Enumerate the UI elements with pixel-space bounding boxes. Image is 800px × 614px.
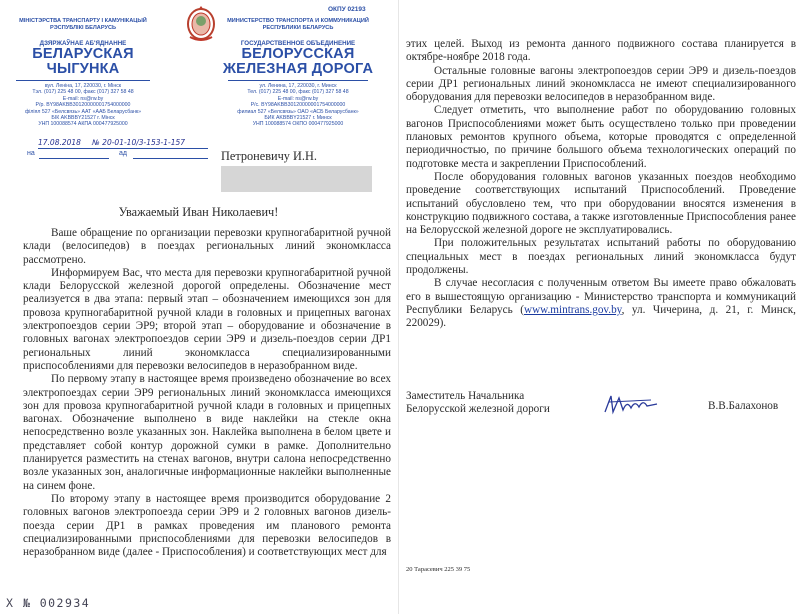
org-name-ru-2: ЖЕЛЕЗНАЯ ДОРОГА xyxy=(222,61,374,77)
addr-line: УНП 100088574 АКПА 000477925000 xyxy=(38,121,128,128)
header-left-block xyxy=(8,18,158,128)
paragraph: Ваше обращение по организации перевозки крупногабаритной ручной клади (велосипедов) в поездах региональных линий экономкласса рассмотрено. xyxy=(23,227,391,266)
ref-date: 17.08.2018 xyxy=(38,138,81,147)
ministry-name-by: МІНІСТЭРСТВА ТРАНСПАРТУ І КАМУНІКАЦЫЙ РЭСПУБЛІКІ БЕЛАРУСЬ xyxy=(19,18,147,31)
addr-line: филиал 527 «Белсвязь» ОАО «АСБ Беларусбанк» xyxy=(237,108,359,115)
ministry-name-ru: МИНИСТЕРСТВО ТРАНСПОРТА И КОММУНИКАЦИЙ РЕСПУБЛИКИ БЕЛАРУСЬ xyxy=(227,18,369,31)
signoff-block xyxy=(406,390,796,430)
left-body xyxy=(23,227,391,559)
org-name-by-1: БЕЛАРУСКАЯ xyxy=(32,46,134,62)
paragraph: этих целей. Выход из ремонта данного подвижного состава планируется в октябре-ноябре 2018 года. xyxy=(406,38,796,64)
appeal-text-end: , ул. Чичерина, д. 21, г. Минск, 220029). xyxy=(406,303,796,330)
from-label: ад xyxy=(119,150,127,157)
ref-underline xyxy=(38,148,208,149)
mintrans-link[interactable]: www.mintrans.gov.by xyxy=(523,303,622,316)
reference-on-line xyxy=(27,150,217,162)
addr-line: Тэл. (017) 225 48 00, факс (017) 327 58 48 xyxy=(32,89,134,96)
signer-name: В.В.Балахонов xyxy=(708,400,779,412)
serial-number: X № 002934 xyxy=(6,596,91,610)
paragraph: При положительных результатах испытаний работы по оборудованию специальных мест в поездах региональных линий экономкласса будут продолжены. xyxy=(406,237,796,277)
addr-line: БИК AKBBBY21527 г. Минск xyxy=(264,115,332,122)
paragraph: Информируем Вас, что места для перевозки крупногабаритной ручной клади Белорусской железной дорогой определены. Обозначение мест реализуется в два этапа: первый этап – обозначением имеющихся зон для провоза крупногабаритной ручной клади в головных и прицепных вагонах электропоездов серии ЭР9; второй этап – оборудование и обозначение в головных вагонах электропоездов серии ЭР9 и дизель-поездов серии ДР1 региональных линий экономкласса специализированными приспособлениями для перевозки велосипедов в неразобранном виде. xyxy=(23,266,391,372)
org-name-ru-1: БЕЛОРУССКАЯ xyxy=(241,46,355,62)
addr-line: УНП 100088574 ОКПО 000477925000 xyxy=(252,121,344,128)
addr-line: ул. Ленина, 17, 220030, г. Минск xyxy=(259,83,337,89)
signature-icon xyxy=(601,390,661,418)
addr-line: E-mail: ns@rw.by xyxy=(277,95,319,102)
on-label: на xyxy=(27,150,35,157)
header-right-block xyxy=(220,18,376,128)
paragraph: По второму этапу в настоящее время производится оборудование 2 головных вагонов электропоезда серии ЭР9 и 2 головных вагонов дизель-поезда серии ДР1 в рамках проведения им планового ремонта специализированными приспособлениями для перевозки велосипедов в неразобранном виде (далее - Приспособления) и соответствующих мест для xyxy=(23,492,391,559)
header-rule xyxy=(228,80,368,81)
signer-position-2: Белорусской железной дороги xyxy=(406,403,550,415)
salutation: Уважаемый Иван Николаевич! xyxy=(118,205,279,219)
paragraph: Следует отметить, что выполнение работ по оборудованию головных вагонов Приспособлениями может быть осуществлено только при проведении плановых ремонтов крупного объема, которые проводятся с определенной периодичностью, по причине большого объема технологических операций по подготовке места и закреплении Приспособлений. xyxy=(406,104,796,170)
addr-line: вул. Леніна, 17, 220030, г. Мінск xyxy=(44,83,122,89)
left-page xyxy=(0,0,397,614)
okpo-code: ОКПУ 02193 xyxy=(328,6,366,13)
recipient-name: Петроневичу И.Н. xyxy=(221,149,317,163)
right-page xyxy=(398,0,800,614)
addr-line: Р/р. BY98AKBB30120000001754000000 xyxy=(35,102,131,109)
right-body xyxy=(406,38,796,331)
addr-line: Р/с. BY98AKBB30120000001754000000 xyxy=(250,102,346,109)
executor-line: 20 Тарасевич 225 39 75 xyxy=(406,566,471,573)
paragraph: Остальные головные вагоны электропоездов серии ЭР9 и дизель-поездов серии ДР1 региональных линий экономкласса не имеют специализированного оборудования для перевозки велосипедов в неразобранном виде. xyxy=(406,64,796,104)
state-emblem-icon xyxy=(184,4,218,44)
addr-line: БІК AKBBBY21527 г. Мінск xyxy=(51,115,115,122)
addr-line: E-mail: ns@rw.by xyxy=(62,95,104,102)
org-sub-by: ДЗЯРЖАЎНАЕ АБ'ЯДНАННЕ xyxy=(39,40,127,47)
addr-line: Тел. (017) 225 48 00, факс (017) 327 58 48 xyxy=(247,89,349,96)
from-underline xyxy=(133,158,208,159)
signer-position-1: Заместитель Начальника xyxy=(406,390,525,402)
reference-line xyxy=(38,138,208,150)
org-sub-ru: ГОСУДАРСТВЕННОЕ ОБЪЕДИНЕНИЕ xyxy=(240,40,356,47)
appeal-paragraph xyxy=(406,277,796,330)
paragraph: По первому этапу в настоящее время произведено обозначение во всех электропоездах серии ЭР9 региональных линий экономкласса имеющихся зон для провоза крупногабаритной ручной клади в головных и прицепных вагонах. Обозначение выполнено в виде наклейки на стекле окна непосредственно возле указанных зон. Наклейка выполнена в белом цвете и представляет собой контур дорожной сумки в рамке. Дополнительно планируется разместить на стенах вагонов, внутри салона непосредственно возле указанных зон, аналогичные информационные наклейки выполненные на синем фоне. xyxy=(23,373,391,492)
paragraph: После оборудования головных вагонов указанных поездов необходимо проведение соответствующих испытаний Приспособлений. Проведение испытаний обусловлено тем, что при оборудовании вносятся изменения в конструкцию подвижного состава, а также изготовленные Приспособления ранее на Белорусской железной дороге не эксплуатировались. xyxy=(406,170,796,237)
redacted-address xyxy=(221,166,372,192)
appeal-text: В случае несогласия с полученным ответом Вы имеете право обжаловать его в вышестоящую организацию - Министерство транспорта и коммуникаций Республики Беларусь ( xyxy=(406,277,796,316)
org-name-by-2: ЧЫГУНКА xyxy=(46,61,120,77)
ref-number: № 20-01-10/3-153-1-157 xyxy=(92,138,186,147)
addr-line: філіял 527 «Белсвязь» ААТ «ААБ Беларусбанк» xyxy=(24,108,142,115)
header-rule xyxy=(16,80,150,81)
on-underline xyxy=(39,158,109,159)
